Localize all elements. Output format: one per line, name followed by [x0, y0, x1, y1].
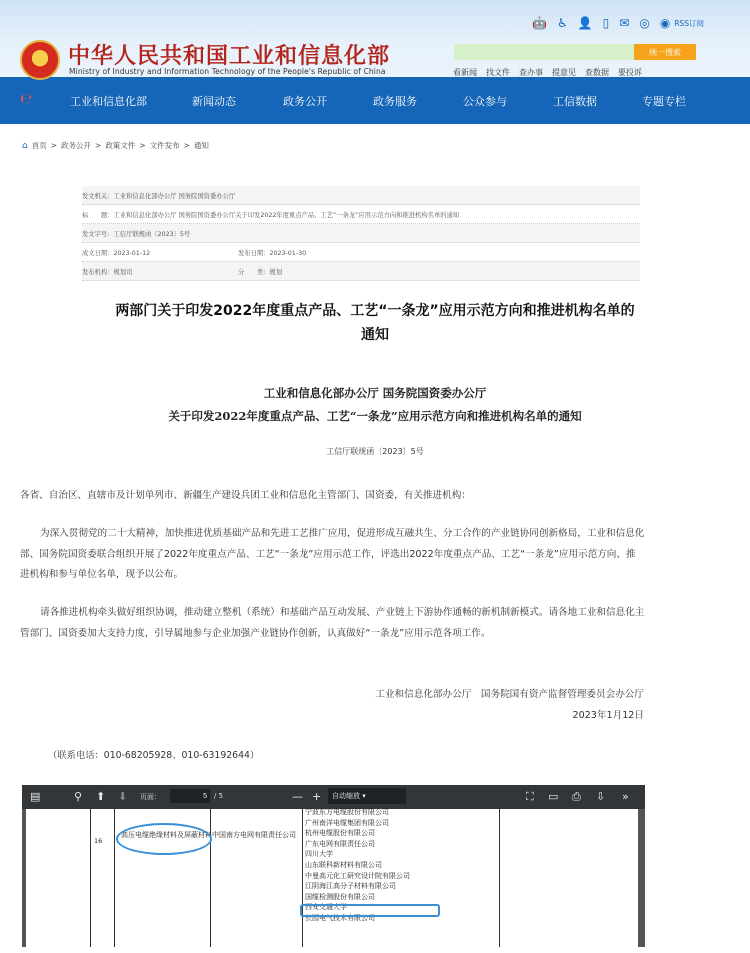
document-meta-table	[82, 186, 640, 281]
paragraph-background: 为深入贯彻党的二十大精神，加快推进优质基础产品和先进工艺推广应用，促进形成互融共生、分工合作的产业链协同创新格局，工业和信息化部、国务院国资委联合组织开展了2022年度重点产品、工艺“一条龙”应用示范工作，评选出2022年度重点产品、工艺“一条龙”应用示范方向、推进机构和参与单位名单，现予以公布。	[20, 528, 645, 580]
page-label: 页面：	[140, 793, 161, 801]
chat-icon[interactable]: ✉	[619, 16, 630, 30]
page-total: / 5	[214, 792, 224, 800]
meta-row-docno: 发文字号： 工信厅联规函〔2023〕5号	[82, 224, 640, 243]
rss-icon[interactable]: ◉	[659, 16, 671, 30]
meta-row-org: 发布机构：规划司 分 类：规划	[82, 262, 640, 281]
contact-phone: （联系电话：010-68205928、010-63192644）	[48, 750, 260, 761]
page-up-icon[interactable]: ⬆	[96, 790, 106, 803]
meta-row-subject: 标 题： 工业和信息化部办公厅 国务院国资委办公厅关于印发2022年度重点产品、工艺“一条龙”应用示范方向和推进机构名单的通知	[82, 205, 640, 224]
search-button[interactable]: 统一搜索	[634, 44, 696, 60]
national-emblem-icon[interactable]	[20, 40, 60, 80]
download-icon[interactable]: ⇩	[596, 790, 606, 803]
rss-label[interactable]: RSS订阅	[674, 18, 705, 28]
page-number-input[interactable]	[170, 789, 210, 803]
site-title[interactable]: 中华人民共和国工业和信息化部	[68, 44, 391, 69]
page-title: 两部门关于印发2022年度重点产品、工艺“一条龙”应用示范方向和推进机构名单的 通知	[115, 303, 635, 343]
paragraph-requirements: 请各推进机构牵头做好组织协调，推动建立整机（系统）和基础产品互动发展、产业链上下游协作通畅的新机制新模式。请各地工业和信息化主管部门、国资委加大支持力度，引导属地参与企业加强产业链协作创新，认真做好“一条龙”应用示范各项工作。	[20, 607, 645, 639]
fullscreen-icon[interactable]: ⛶	[526, 790, 534, 803]
search-bar	[454, 44, 700, 60]
quick-link-files[interactable]: 找文件	[486, 68, 510, 77]
breadcrumb-policy[interactable]: 政策文件	[105, 141, 136, 150]
pdf-page	[26, 809, 638, 947]
table-cell-participants: 宁波东方电缆股份有限公司 广州南洋电缆集团有限公司 杭州电缆股份有限公司 广东电网有限责任公司 四川大学 山东联科新材料有限公司 中曼高元化工研究设计院有限公司 江阴海江高分子材料有限公司 国缆检测股份有限公司 西安交通大学 长园电气技术有限公司	[305, 808, 410, 922]
open-file-icon[interactable]: ▭	[548, 790, 559, 803]
meta-row-dates: 成文日期：2023-01-12 发布日期：2023-01-30	[82, 243, 640, 262]
highlight-oval	[116, 823, 212, 855]
nav-logo-icon[interactable]: ℮	[20, 91, 32, 107]
zoom-out-icon[interactable]: —	[292, 790, 303, 803]
table-cell-number: 16	[94, 837, 103, 845]
search-input[interactable]	[454, 44, 634, 60]
print-icon[interactable]: ⎙	[572, 790, 581, 803]
quick-link-feedback[interactable]: 提意见	[552, 68, 576, 77]
quick-link-services[interactable]: 查办事	[519, 68, 543, 77]
weibo-icon[interactable]: ◎	[639, 16, 650, 30]
sidebar-toggle-icon[interactable]: ▤	[30, 790, 41, 803]
accessibility-icon[interactable]: ♿	[556, 16, 568, 30]
site-subtitle: Ministry of Industry and Information Technology of the People's Republic of China	[69, 67, 386, 76]
highlight-rect	[300, 904, 440, 917]
nav-item-ministry[interactable]: 工业和信息化部	[70, 95, 147, 108]
table-cell-lead-unit: 中国南方电网有限责任公司	[212, 831, 296, 839]
nav-item-gov-affairs[interactable]: 政务公开	[283, 95, 327, 108]
more-tools-icon[interactable]: »	[622, 790, 629, 803]
zoom-in-icon[interactable]: +	[312, 790, 322, 803]
breadcrumb-release[interactable]: 文件发布	[149, 141, 180, 150]
nav-item-topics[interactable]: 专题专栏	[642, 95, 686, 108]
paragraph-addressees: 各省、自治区、直辖市及计划单列市、新疆生产建设兵团工业和信息化主管部门、国资委，有关推进机构：	[20, 490, 471, 501]
meta-row-issuer: 发文机关： 工业和信息化部办公厅 国务院国资委办公厅	[82, 186, 640, 205]
nav-item-participation[interactable]: 公众参与	[463, 95, 507, 108]
mobile-icon[interactable]: ▯	[602, 16, 610, 30]
search-icon[interactable]: ⚲	[74, 790, 83, 803]
quick-link-news[interactable]: 看新闻	[453, 68, 477, 77]
pdf-toolbar	[22, 785, 645, 809]
breadcrumb-home[interactable]: 首页	[31, 141, 47, 150]
signature-date: 2023年1月12日	[572, 710, 644, 721]
breadcrumb: ⌂ 首页 > 政务公开 > 政策文件 > 文件发布 > 通知	[22, 140, 209, 151]
breadcrumb-gov-affairs[interactable]: 政务公开	[61, 141, 92, 150]
document-heading: 工业和信息化部办公厅 国务院国资委办公厅 关于印发2022年度重点产品、工艺“一条龙”应用示范方向和推进机构名单的通知	[168, 386, 582, 423]
home-icon[interactable]: ⌂	[22, 140, 28, 151]
pdf-viewer	[22, 785, 645, 947]
nav-item-data[interactable]: 工信数据	[553, 95, 597, 108]
top-icons	[532, 16, 704, 30]
zoom-select[interactable]: 自动缩放 ▾	[328, 788, 406, 804]
breadcrumb-notice[interactable]: 通知	[193, 141, 209, 150]
nav-item-gov-services[interactable]: 政务服务	[373, 95, 417, 108]
page-down-icon[interactable]: ⬇	[118, 790, 128, 803]
elder-icon[interactable]: 👤	[577, 16, 593, 30]
quick-link-complaint[interactable]: 要投诉	[618, 68, 642, 77]
document-number: 工信厅联规函〔2023〕5号	[326, 447, 424, 456]
nav-item-news[interactable]: 新闻动态	[192, 95, 236, 108]
table-cell-product: 高压电缆绝缘材料及屏蔽材料	[121, 831, 212, 839]
quick-links	[453, 67, 642, 78]
robot-icon[interactable]: 🤖	[532, 16, 547, 30]
signature-org: 工业和信息化部办公厅 国务院国有资产监督管理委员会办公厅	[375, 689, 644, 700]
quick-link-data[interactable]: 查数据	[585, 68, 609, 77]
